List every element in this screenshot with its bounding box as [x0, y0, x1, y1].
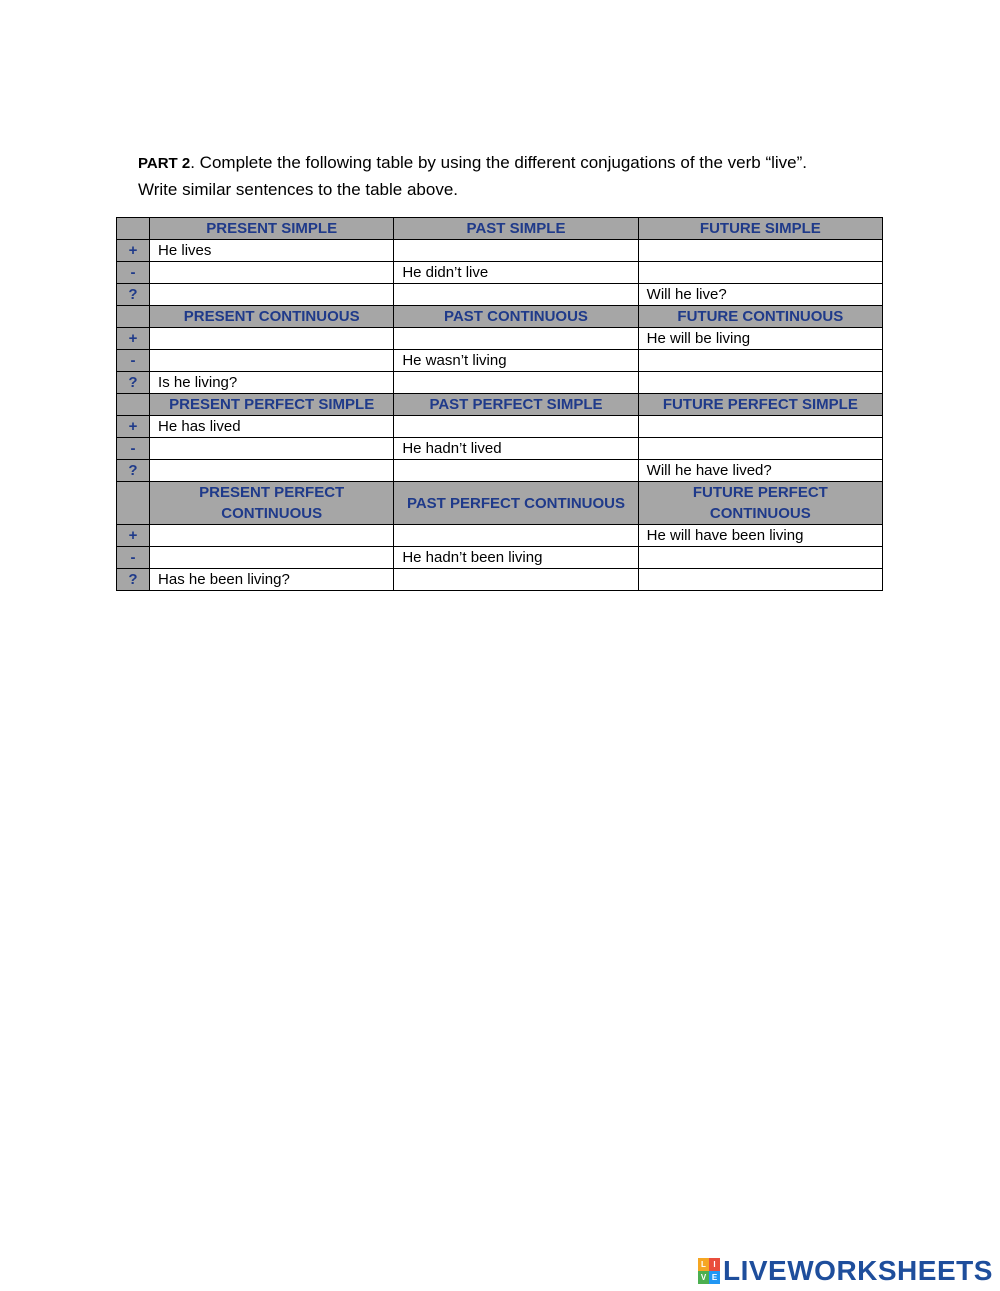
- tense-header: FUTURE SIMPLE: [638, 218, 882, 240]
- instructions-line-2: Write similar sentences to the table above.: [138, 180, 459, 199]
- tense-header: PAST PERFECT CONTINUOUS: [394, 482, 638, 525]
- affirmative-sign: +: [117, 416, 150, 438]
- answer-cell[interactable]: [150, 525, 394, 547]
- section-header-row: [117, 482, 883, 525]
- table-row: [117, 547, 883, 569]
- table-row: [117, 262, 883, 284]
- answer-cell[interactable]: [394, 525, 638, 547]
- example-cell: He will be living: [638, 328, 882, 350]
- tense-header: PRESENT PERFECT SIMPLE: [150, 394, 394, 416]
- table-row: [117, 240, 883, 262]
- answer-cell[interactable]: [638, 350, 882, 372]
- question-sign: ?: [117, 284, 150, 306]
- answer-cell[interactable]: [150, 284, 394, 306]
- answer-cell[interactable]: [638, 262, 882, 284]
- example-cell: He hadn’t been living: [394, 547, 638, 569]
- conjugation-table: [116, 217, 883, 591]
- example-cell: Is he living?: [150, 372, 394, 394]
- example-cell: He didn’t live: [394, 262, 638, 284]
- answer-cell[interactable]: [394, 569, 638, 591]
- example-cell: He has lived: [150, 416, 394, 438]
- table-row: [117, 460, 883, 482]
- table-row: [117, 416, 883, 438]
- conjugation-table-body: [117, 218, 883, 591]
- affirmative-sign: +: [117, 525, 150, 547]
- instructions-line-1: [138, 150, 898, 177]
- affirmative-sign: +: [117, 240, 150, 262]
- answer-cell[interactable]: [394, 372, 638, 394]
- logo-letter: E: [709, 1271, 720, 1284]
- logo-letter: L: [698, 1258, 709, 1271]
- section-header-row: [117, 306, 883, 328]
- example-cell: He will have been living: [638, 525, 882, 547]
- answer-cell[interactable]: [638, 372, 882, 394]
- affirmative-sign: +: [117, 328, 150, 350]
- part-label: PART 2: [138, 155, 191, 172]
- table-row: [117, 438, 883, 460]
- table-row: [117, 525, 883, 547]
- liveworksheets-logo: [698, 1256, 993, 1286]
- negative-sign: -: [117, 438, 150, 460]
- logo-letter: V: [698, 1271, 709, 1284]
- answer-cell[interactable]: [150, 350, 394, 372]
- answer-cell[interactable]: [638, 547, 882, 569]
- table-row: [117, 350, 883, 372]
- example-cell: He hadn’t lived: [394, 438, 638, 460]
- answer-cell[interactable]: [638, 416, 882, 438]
- answer-cell[interactable]: [394, 460, 638, 482]
- header-corner-cell: [117, 218, 150, 240]
- answer-cell[interactable]: [150, 438, 394, 460]
- answer-cell[interactable]: [394, 240, 638, 262]
- example-cell: Will he have lived?: [638, 460, 882, 482]
- question-sign: ?: [117, 372, 150, 394]
- answer-cell[interactable]: [150, 460, 394, 482]
- answer-cell[interactable]: [394, 328, 638, 350]
- tense-header: PAST SIMPLE: [394, 218, 638, 240]
- section-header-row: [117, 394, 883, 416]
- logo-mark-icon: [698, 1258, 720, 1284]
- header-corner-cell: [117, 306, 150, 328]
- instructions-text-1: . Complete the following table by using the different conjugations of the verb “live”.: [190, 153, 807, 172]
- logo-text: LIVEWORKSHEETS: [723, 1255, 993, 1286]
- tense-header: FUTURE CONTINUOUS: [638, 306, 882, 328]
- tense-header: PRESENT SIMPLE: [150, 218, 394, 240]
- table-row: [117, 372, 883, 394]
- section-header-row: [117, 218, 883, 240]
- answer-cell[interactable]: [150, 328, 394, 350]
- instructions: [138, 150, 898, 203]
- negative-sign: -: [117, 547, 150, 569]
- tense-header: PRESENT CONTINUOUS: [150, 306, 394, 328]
- table-row: [117, 569, 883, 591]
- example-cell: Will he live?: [638, 284, 882, 306]
- answer-cell[interactable]: [150, 547, 394, 569]
- header-corner-cell: [117, 394, 150, 416]
- tense-header: PAST PERFECT SIMPLE: [394, 394, 638, 416]
- answer-cell[interactable]: [638, 569, 882, 591]
- table-row: [117, 284, 883, 306]
- answer-cell[interactable]: [638, 438, 882, 460]
- example-cell: Has he been living?: [150, 569, 394, 591]
- example-cell: He wasn’t living: [394, 350, 638, 372]
- answer-cell[interactable]: [394, 416, 638, 438]
- answer-cell[interactable]: [150, 262, 394, 284]
- negative-sign: -: [117, 350, 150, 372]
- tense-header: PAST CONTINUOUS: [394, 306, 638, 328]
- answer-cell[interactable]: [638, 240, 882, 262]
- answer-cell[interactable]: [394, 284, 638, 306]
- question-sign: ?: [117, 460, 150, 482]
- logo-letter: I: [709, 1258, 720, 1271]
- header-corner-cell: [117, 482, 150, 525]
- example-cell: He lives: [150, 240, 394, 262]
- question-sign: ?: [117, 569, 150, 591]
- tense-header: FUTURE PERFECT SIMPLE: [638, 394, 882, 416]
- tense-header: PRESENT PERFECT CONTINUOUS: [150, 482, 394, 525]
- negative-sign: -: [117, 262, 150, 284]
- tense-header: FUTURE PERFECT CONTINUOUS: [638, 482, 882, 525]
- table-row: [117, 328, 883, 350]
